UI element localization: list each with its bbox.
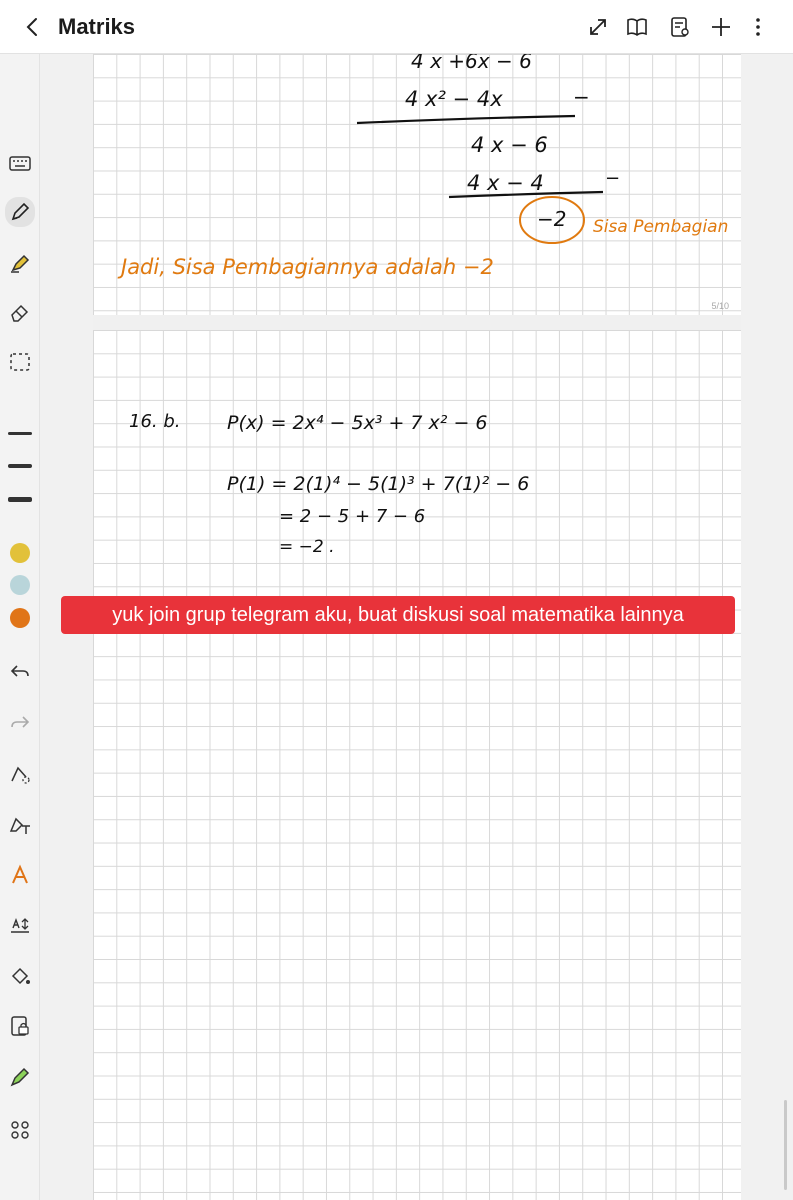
polynomial-definition: P(x) = 2x⁴ − 5x³ + 7 x² − 6 [227,412,488,434]
stroke-thin[interactable] [8,432,32,435]
subtraction-sign-2: − [605,168,621,189]
text-style-icon[interactable] [7,862,33,888]
keyboard-icon[interactable] [7,150,33,176]
division-line-1: 4 x +6x − 6 [411,54,532,73]
fill-icon[interactable] [7,962,33,988]
text-size-icon[interactable] [7,912,33,938]
lasso-select-icon[interactable] [7,349,33,375]
remainder-value: −2 [537,207,567,231]
scrollbar-thumb[interactable] [784,1100,787,1190]
shape-icon[interactable] [7,761,33,787]
color-swatch-yellow[interactable] [10,543,30,563]
top-bar [0,0,793,54]
expand-icon[interactable] [586,15,610,39]
page-number: 5/10 [711,301,729,311]
undo-icon[interactable] [7,658,33,684]
page-title: Matriks [58,14,136,39]
add-icon[interactable] [709,15,733,39]
division-line-4: 4 x − 4 [467,171,544,195]
handwriting-page-1 [93,54,741,315]
drawing-toolbar [0,54,40,1200]
substitution-line: P(1) = 2(1)⁴ − 5(1)³ + 7(1)² − 6 [227,473,530,495]
subtitle-banner: yuk join grup telegram aku, buat diskusi soal matematika lainnya [61,596,735,634]
division-line-3: 4 x − 6 [471,133,548,157]
remainder-label: Sisa Pembagian [593,217,729,237]
evaluation-line: = 2 − 5 + 7 − 6 [279,506,426,527]
note-page-1[interactable] [93,54,741,315]
pen-settings-icon[interactable] [7,1064,33,1090]
division-rule-1 [357,116,575,123]
text-pen-icon[interactable] [7,811,33,837]
book-icon[interactable] [625,15,649,39]
note-page-2[interactable] [93,330,741,1200]
more-tools-icon[interactable] [7,1117,33,1143]
lock-page-icon[interactable] [7,1013,33,1039]
color-swatch-light-blue[interactable] [10,575,30,595]
redo-icon[interactable] [7,709,33,735]
handwriting-page-2 [93,330,741,1200]
question-number: 16. b. [129,411,181,432]
page-settings-icon[interactable] [668,15,692,39]
more-icon[interactable] [746,15,770,39]
pen-icon[interactable] [5,197,35,227]
remainder-circle [520,197,584,243]
result-line: = −2 . [279,537,335,557]
color-swatch-orange[interactable] [10,608,30,628]
division-line-2: 4 x² − 4x [405,87,503,111]
stroke-thick[interactable] [8,497,32,502]
eraser-icon[interactable] [7,299,33,325]
subtraction-sign-1: − [573,85,590,109]
page-gap [93,315,741,330]
chevron-left-icon[interactable] [20,14,46,40]
division-rule-2 [449,192,603,197]
stroke-medium[interactable] [8,464,32,468]
highlighter-icon[interactable] [7,250,33,276]
conclusion-text: Jadi, Sisa Pembagiannya adalah −2 [121,255,494,279]
